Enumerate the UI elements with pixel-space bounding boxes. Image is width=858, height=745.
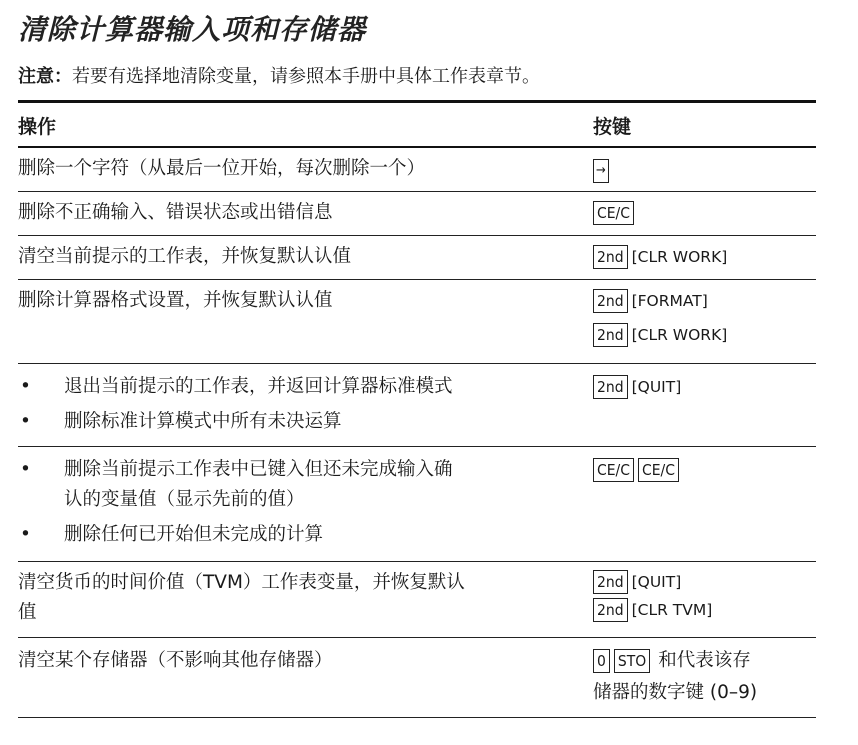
table-row [18, 447, 816, 562]
note-text: 若要有选择地清除变量，请参照本手册中具体工作表章节。 [72, 66, 540, 87]
table-row [18, 148, 816, 192]
header-operation: 操作 [18, 116, 57, 138]
key-2nd: 2nd [593, 323, 628, 347]
keys-text: 和代表该存 [658, 650, 751, 671]
table-row [18, 364, 816, 447]
table-row [18, 192, 816, 236]
keys-cell [593, 240, 727, 274]
bullet-line: 认的变量值（显示先前的值） [64, 489, 305, 510]
operation-text: 删除一个字符（从最后一位开始，每次删除一个） [18, 158, 426, 179]
operation-bullets [18, 372, 584, 437]
bullet-item: • 删除任何已开始但未完成的计算 [18, 520, 584, 550]
key-clr-work: [CLR WORK] [631, 326, 728, 344]
operation-bullets [18, 455, 584, 550]
key-quit: [QUIT] [631, 378, 682, 396]
key-ce-c: CE/C [638, 458, 679, 482]
keys-cell [593, 284, 727, 352]
operations-table [18, 100, 816, 718]
key-sto: STO [614, 649, 650, 673]
bullet-line: • 删除当前提示工作表中已键入但还未完成输入确 [64, 459, 453, 480]
note-label: 注意： [18, 66, 72, 87]
bullet-item [18, 455, 584, 515]
table-row [18, 236, 816, 280]
bullet-item: • 退出当前提示的工作表，并返回计算器标准模式 [18, 372, 584, 402]
key-0: 0 [593, 649, 610, 673]
page-title: 清除计算器输入项和存储器 [18, 13, 367, 46]
key-format: [FORMAT] [631, 292, 708, 310]
table-row [18, 638, 816, 718]
keys-cell [593, 196, 634, 230]
key-2nd: 2nd [593, 375, 628, 399]
keys-cell [593, 370, 681, 404]
operation-line: 清空货币的时间价值（TVM）工作表变量，并恢复默认 [18, 572, 465, 593]
key-ce-c: CE/C [593, 201, 634, 225]
header-keys: 按键 [593, 116, 632, 138]
operation-text: 清空某个存储器（不影响其他存储器） [18, 650, 333, 671]
operation-line: 值 [18, 602, 37, 623]
key-2nd: 2nd [593, 289, 628, 313]
operation-text: 删除计算器格式设置，并恢复默认认值 [18, 290, 333, 311]
bullet-item: • 删除标准计算模式中所有未决运算 [18, 407, 584, 437]
note [18, 62, 540, 88]
key-clr-work: [CLR WORK] [631, 248, 728, 266]
keys-cell [593, 453, 679, 487]
key-2nd: 2nd [593, 570, 628, 594]
table-row [18, 280, 816, 364]
arrow-key-icon: → [593, 159, 609, 183]
table-row [18, 562, 816, 638]
operation-text: 清空当前提示的工作表，并恢复默认认值 [18, 246, 352, 267]
key-ce-c: CE/C [593, 458, 634, 482]
operation-text: 删除不正确输入、错误状态或出错信息 [18, 202, 333, 223]
keys-cell [593, 154, 609, 188]
keys-cell [593, 568, 712, 624]
keys-cell [593, 644, 757, 708]
table-header [18, 103, 816, 146]
key-quit: [QUIT] [631, 573, 682, 591]
keys-text: 储器的数字键 (0–9) [593, 682, 758, 703]
key-2nd: 2nd [593, 245, 628, 269]
operation-text [18, 568, 578, 628]
key-clr-tvm: [CLR TVM] [631, 601, 713, 619]
key-2nd: 2nd [593, 598, 628, 622]
